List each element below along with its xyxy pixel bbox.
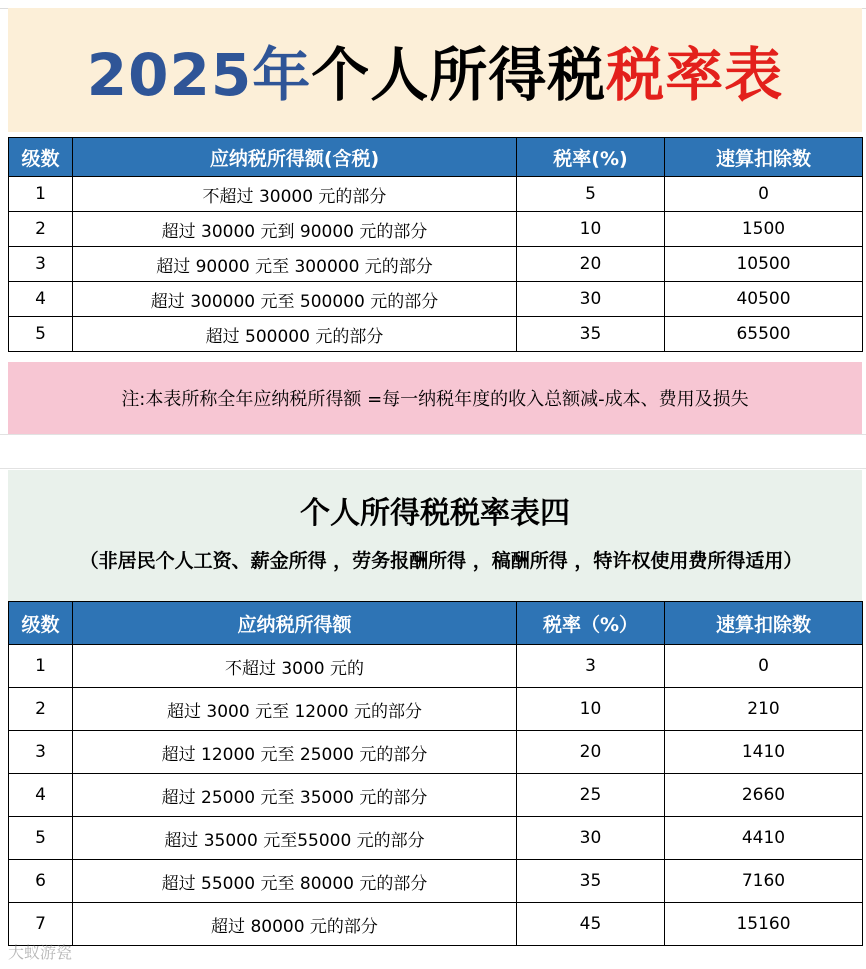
cell-deduction: 7160 — [665, 860, 863, 903]
table-row — [9, 860, 863, 903]
cell-deduction: 65500 — [665, 317, 863, 352]
section-subtitle: （非居民个人工资、薪金所得 ，劳务报酬所得 ，稿酬所得 ，特许权使用费所得适用） — [79, 550, 803, 572]
cell-income-range: 超过 35000 元至55000 元的部分 — [73, 817, 517, 860]
cell-rate: 20 — [517, 731, 665, 774]
cell-deduction: 10500 — [665, 247, 863, 282]
cell-rate: 35 — [517, 860, 665, 903]
table-header-row — [9, 602, 863, 645]
table-row — [9, 212, 863, 247]
cell-deduction: 1500 — [665, 212, 863, 247]
cell-deduction: 210 — [665, 688, 863, 731]
table-row — [9, 282, 863, 317]
cell-income-range: 超过 90000 元至 300000 元的部分 — [73, 247, 517, 282]
cell-rate: 35 — [517, 317, 665, 352]
cell-rate: 5 — [517, 177, 665, 212]
cell-rate: 10 — [517, 212, 665, 247]
cell-income-range: 超过 30000 元到 90000 元的部分 — [73, 212, 517, 247]
header-tax-rate: 税率(%) — [517, 138, 665, 177]
cell-level: 2 — [9, 212, 73, 247]
cell-deduction: 1410 — [665, 731, 863, 774]
sheet-empty-rows — [0, 434, 866, 470]
cell-rate: 30 — [517, 282, 665, 317]
cell-level: 6 — [9, 860, 73, 903]
table-row — [9, 645, 863, 688]
cell-rate: 25 — [517, 774, 665, 817]
table-row — [9, 817, 863, 860]
cell-income-range: 不超过 3000 元的 — [73, 645, 517, 688]
cell-level: 2 — [9, 688, 73, 731]
cell-rate: 30 — [517, 817, 665, 860]
section-nonresident-header — [8, 470, 862, 601]
table-row — [9, 177, 863, 212]
header-level: 级数 — [9, 138, 73, 177]
title-year: 2025年 — [86, 41, 312, 109]
tax-rate-table-four — [8, 601, 863, 946]
watermark-text: 大蚁游瓷 — [8, 943, 73, 962]
cell-deduction: 4410 — [665, 817, 863, 860]
title-highlight: 税率表 — [606, 41, 784, 109]
header-taxable-income: 应纳税所得额(含税) — [73, 138, 517, 177]
table-header-row — [9, 138, 863, 177]
cell-level: 3 — [9, 247, 73, 282]
header-tax-rate: 税率（%） — [517, 602, 665, 645]
cell-income-range: 超过 80000 元的部分 — [73, 903, 517, 946]
tax-rate-table-annual — [8, 137, 863, 352]
footnote-text: 注:本表所称全年应纳税所得额 =每一纳税年度的收入总额减-成本、费用及损失 — [121, 389, 749, 410]
cell-deduction: 0 — [665, 177, 863, 212]
table-row — [9, 774, 863, 817]
cell-level: 4 — [9, 774, 73, 817]
cell-level: 7 — [9, 903, 73, 946]
cell-deduction: 0 — [665, 645, 863, 688]
cell-level: 4 — [9, 282, 73, 317]
cell-deduction: 15160 — [665, 903, 863, 946]
table-row — [9, 903, 863, 946]
cell-rate: 3 — [517, 645, 665, 688]
table-row — [9, 247, 863, 282]
cell-income-range: 超过 3000 元至 12000 元的部分 — [73, 688, 517, 731]
cell-income-range: 超过 500000 元的部分 — [73, 317, 517, 352]
page-title-banner — [8, 8, 862, 132]
table-footnote — [8, 362, 862, 434]
cell-level: 5 — [9, 817, 73, 860]
cell-deduction: 40500 — [665, 282, 863, 317]
cell-level: 1 — [9, 645, 73, 688]
table-row — [9, 731, 863, 774]
cell-rate: 20 — [517, 247, 665, 282]
cell-rate: 45 — [517, 903, 665, 946]
cell-rate: 10 — [517, 688, 665, 731]
cell-level: 5 — [9, 317, 73, 352]
table-row — [9, 688, 863, 731]
header-taxable-income: 应纳税所得额 — [73, 602, 517, 645]
header-quick-deduction: 速算扣除数 — [665, 138, 863, 177]
cell-income-range: 超过 55000 元至 80000 元的部分 — [73, 860, 517, 903]
cell-income-range: 超过 300000 元至 500000 元的部分 — [73, 282, 517, 317]
watermark — [8, 940, 72, 963]
cell-level: 3 — [9, 731, 73, 774]
cell-income-range: 不超过 30000 元的部分 — [73, 177, 517, 212]
header-quick-deduction: 速算扣除数 — [665, 602, 863, 645]
title-main: 个人所得税 — [311, 41, 607, 109]
cell-income-range: 超过 12000 元至 25000 元的部分 — [73, 731, 517, 774]
table-row — [9, 317, 863, 352]
cell-deduction: 2660 — [665, 774, 863, 817]
cell-level: 1 — [9, 177, 73, 212]
header-level: 级数 — [9, 602, 73, 645]
cell-income-range: 超过 25000 元至 35000 元的部分 — [73, 774, 517, 817]
section-title: 个人所得税税率表四 — [300, 496, 570, 531]
